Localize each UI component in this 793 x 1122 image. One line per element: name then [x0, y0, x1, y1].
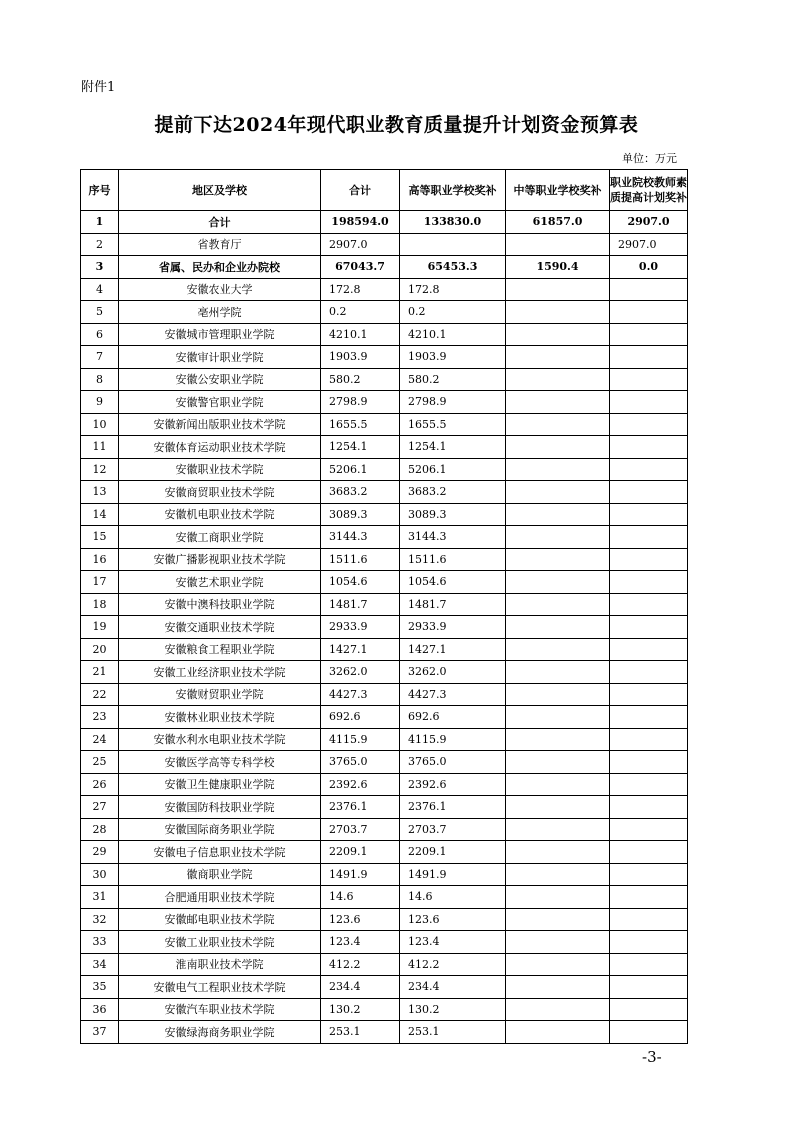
table-row: [81, 301, 688, 324]
teacher-quality-amount: [610, 458, 688, 481]
table-row: [81, 661, 688, 684]
school-name: 安徽公安职业学院: [119, 368, 321, 391]
secondary-vocational-amount: [506, 503, 610, 526]
higher-vocational-amount: 3089.3: [400, 503, 506, 526]
total-amount: 3089.3: [321, 503, 400, 526]
teacher-quality-amount: [610, 593, 688, 616]
table-row: [81, 616, 688, 639]
school-name: 安徽电气工程职业技术学院: [119, 976, 321, 999]
higher-vocational-amount: 2392.6: [400, 773, 506, 796]
school-name: 安徽工业经济职业技术学院: [119, 661, 321, 684]
table-row: [81, 683, 688, 706]
higher-vocational-amount: 4210.1: [400, 323, 506, 346]
teacher-quality-amount: 2907.0: [610, 211, 688, 234]
row-index: 29: [81, 841, 119, 864]
row-index: 27: [81, 796, 119, 819]
higher-vocational-amount: 1054.6: [400, 571, 506, 594]
table-row: [81, 211, 688, 234]
higher-vocational-amount: 1491.9: [400, 863, 506, 886]
higher-vocational-amount: 123.4: [400, 931, 506, 954]
secondary-vocational-amount: [506, 1021, 610, 1044]
secondary-vocational-amount: [506, 841, 610, 864]
total-amount: 580.2: [321, 368, 400, 391]
school-name: 安徽机电职业技术学院: [119, 503, 321, 526]
table-row: [81, 953, 688, 976]
school-name: 安徽新闻出版职业技术学院: [119, 413, 321, 436]
row-index: 18: [81, 593, 119, 616]
attachment-label: 附件1: [81, 80, 116, 95]
row-index: 34: [81, 953, 119, 976]
row-index: 4: [81, 278, 119, 301]
total-amount: 412.2: [321, 953, 400, 976]
table-row: [81, 908, 688, 931]
school-name: 安徽广播影视职业技术学院: [119, 548, 321, 571]
higher-vocational-amount: 3144.3: [400, 526, 506, 549]
higher-vocational-amount: 3683.2: [400, 481, 506, 504]
teacher-quality-amount: [610, 481, 688, 504]
row-index: 12: [81, 458, 119, 481]
school-name: 合肥通用职业技术学院: [119, 886, 321, 909]
total-amount: 3262.0: [321, 661, 400, 684]
higher-vocational-amount: 123.6: [400, 908, 506, 931]
school-name: 省教育厅: [119, 233, 321, 256]
total-amount: 1481.7: [321, 593, 400, 616]
secondary-vocational-amount: [506, 728, 610, 751]
row-index: 13: [81, 481, 119, 504]
table-row: [81, 548, 688, 571]
row-index: 20: [81, 638, 119, 661]
higher-vocational-amount: 65453.3: [400, 256, 506, 279]
secondary-vocational-amount: [506, 278, 610, 301]
secondary-vocational-amount: [506, 391, 610, 414]
row-index: 26: [81, 773, 119, 796]
school-name: 徽商职业学院: [119, 863, 321, 886]
teacher-quality-amount: [610, 953, 688, 976]
higher-vocational-amount: 1511.6: [400, 548, 506, 571]
teacher-quality-amount: [610, 773, 688, 796]
total-amount: 692.6: [321, 706, 400, 729]
secondary-vocational-amount: 61857.0: [506, 211, 610, 234]
row-index: 17: [81, 571, 119, 594]
higher-vocational-amount: 2933.9: [400, 616, 506, 639]
secondary-vocational-amount: [506, 886, 610, 909]
school-name: 省属、民办和企业办院校: [119, 256, 321, 279]
total-amount: 123.6: [321, 908, 400, 931]
budget-table: [80, 169, 688, 1044]
secondary-vocational-amount: [506, 706, 610, 729]
total-amount: 2376.1: [321, 796, 400, 819]
teacher-quality-amount: [610, 796, 688, 819]
row-index: 11: [81, 436, 119, 459]
table-row: [81, 526, 688, 549]
total-amount: 3144.3: [321, 526, 400, 549]
school-name: 安徽体育运动职业技术学院: [119, 436, 321, 459]
total-amount: 253.1: [321, 1021, 400, 1044]
teacher-quality-amount: 2907.0: [610, 233, 688, 256]
teacher-quality-amount: [610, 548, 688, 571]
row-index: 8: [81, 368, 119, 391]
table-row: [81, 796, 688, 819]
higher-vocational-amount: 2209.1: [400, 841, 506, 864]
secondary-vocational-amount: [506, 548, 610, 571]
total-amount: 4115.9: [321, 728, 400, 751]
column-header-higher-vocational: 高等职业学校奖补: [400, 170, 506, 211]
secondary-vocational-amount: [506, 998, 610, 1021]
row-index: 15: [81, 526, 119, 549]
column-header-index: 序号: [81, 170, 119, 211]
column-header-total: 合计: [321, 170, 400, 211]
secondary-vocational-amount: [506, 863, 610, 886]
table-row: [81, 706, 688, 729]
table-row: [81, 751, 688, 774]
teacher-quality-amount: [610, 571, 688, 594]
higher-vocational-amount: 253.1: [400, 1021, 506, 1044]
secondary-vocational-amount: [506, 301, 610, 324]
teacher-quality-amount: [610, 1021, 688, 1044]
secondary-vocational-amount: [506, 436, 610, 459]
total-amount: 2933.9: [321, 616, 400, 639]
secondary-vocational-amount: [506, 908, 610, 931]
total-amount: 67043.7: [321, 256, 400, 279]
school-name: 安徽交通职业技术学院: [119, 616, 321, 639]
school-name: 安徽警官职业学院: [119, 391, 321, 414]
teacher-quality-amount: [610, 391, 688, 414]
secondary-vocational-amount: [506, 458, 610, 481]
table-row: [81, 436, 688, 459]
table-row: [81, 503, 688, 526]
higher-vocational-amount: 1655.5: [400, 413, 506, 436]
secondary-vocational-amount: [506, 683, 610, 706]
higher-vocational-amount: 234.4: [400, 976, 506, 999]
school-name: 安徽邮电职业技术学院: [119, 908, 321, 931]
table-row: [81, 863, 688, 886]
row-index: 2: [81, 233, 119, 256]
secondary-vocational-amount: [506, 796, 610, 819]
row-index: 19: [81, 616, 119, 639]
higher-vocational-amount: 5206.1: [400, 458, 506, 481]
higher-vocational-amount: 412.2: [400, 953, 506, 976]
secondary-vocational-amount: [506, 346, 610, 369]
school-name: 亳州学院: [119, 301, 321, 324]
row-index: 9: [81, 391, 119, 414]
teacher-quality-amount: [610, 998, 688, 1021]
school-name: 安徽中澳科技职业学院: [119, 593, 321, 616]
school-name: 安徽工业职业技术学院: [119, 931, 321, 954]
total-amount: 2209.1: [321, 841, 400, 864]
school-name: 安徽汽车职业技术学院: [119, 998, 321, 1021]
secondary-vocational-amount: [506, 481, 610, 504]
table-row: [81, 728, 688, 751]
total-amount: 1511.6: [321, 548, 400, 571]
secondary-vocational-amount: [506, 953, 610, 976]
page-number: -3-: [642, 1048, 662, 1066]
secondary-vocational-amount: [506, 931, 610, 954]
secondary-vocational-amount: [506, 818, 610, 841]
secondary-vocational-amount: [506, 233, 610, 256]
school-name: 安徽医学高等专科学校: [119, 751, 321, 774]
teacher-quality-amount: [610, 818, 688, 841]
higher-vocational-amount: 3765.0: [400, 751, 506, 774]
row-index: 21: [81, 661, 119, 684]
table-row: [81, 278, 688, 301]
total-amount: 4210.1: [321, 323, 400, 346]
higher-vocational-amount: 1427.1: [400, 638, 506, 661]
table-row: [81, 818, 688, 841]
total-amount: 198594.0: [321, 211, 400, 234]
table-row: [81, 368, 688, 391]
higher-vocational-amount: 2798.9: [400, 391, 506, 414]
teacher-quality-amount: [610, 616, 688, 639]
total-amount: 2703.7: [321, 818, 400, 841]
higher-vocational-amount: 3262.0: [400, 661, 506, 684]
higher-vocational-amount: 172.8: [400, 278, 506, 301]
row-index: 37: [81, 1021, 119, 1044]
table-row: [81, 998, 688, 1021]
total-amount: 4427.3: [321, 683, 400, 706]
total-amount: 1491.9: [321, 863, 400, 886]
column-header-teacher-quality: 职业院校教师素质提高计划奖补: [610, 170, 688, 211]
secondary-vocational-amount: [506, 526, 610, 549]
row-index: 25: [81, 751, 119, 774]
higher-vocational-amount: 133830.0: [400, 211, 506, 234]
school-name: 安徽林业职业技术学院: [119, 706, 321, 729]
secondary-vocational-amount: [506, 323, 610, 346]
row-index: 5: [81, 301, 119, 324]
row-index: 3: [81, 256, 119, 279]
teacher-quality-amount: [610, 661, 688, 684]
document-title: 提前下达2024年现代职业教育质量提升计划资金预算表: [154, 114, 639, 136]
school-name: 合计: [119, 211, 321, 234]
teacher-quality-amount: [610, 436, 688, 459]
teacher-quality-amount: [610, 526, 688, 549]
teacher-quality-amount: [610, 301, 688, 324]
school-name: 安徽绿海商务职业学院: [119, 1021, 321, 1044]
table-row: [81, 391, 688, 414]
table-row: [81, 413, 688, 436]
table-row: [81, 593, 688, 616]
secondary-vocational-amount: [506, 368, 610, 391]
school-name: 安徽国防科技职业学院: [119, 796, 321, 819]
secondary-vocational-amount: [506, 976, 610, 999]
school-name: 安徽卫生健康职业学院: [119, 773, 321, 796]
table-row: [81, 458, 688, 481]
school-name: 安徽农业大学: [119, 278, 321, 301]
unit-label: 单位：万元: [622, 152, 677, 165]
school-name: 安徽电子信息职业技术学院: [119, 841, 321, 864]
secondary-vocational-amount: [506, 773, 610, 796]
table-row: [81, 773, 688, 796]
row-index: 28: [81, 818, 119, 841]
higher-vocational-amount: 2703.7: [400, 818, 506, 841]
secondary-vocational-amount: 1590.4: [506, 256, 610, 279]
teacher-quality-amount: [610, 413, 688, 436]
row-index: 6: [81, 323, 119, 346]
school-name: 安徽粮食工程职业学院: [119, 638, 321, 661]
row-index: 36: [81, 998, 119, 1021]
teacher-quality-amount: [610, 368, 688, 391]
higher-vocational-amount: [400, 233, 506, 256]
higher-vocational-amount: 2376.1: [400, 796, 506, 819]
secondary-vocational-amount: [506, 751, 610, 774]
row-index: 30: [81, 863, 119, 886]
table-row: [81, 1021, 688, 1044]
school-name: 安徽艺术职业学院: [119, 571, 321, 594]
table-row: [81, 841, 688, 864]
row-index: 22: [81, 683, 119, 706]
teacher-quality-amount: [610, 683, 688, 706]
teacher-quality-amount: [610, 278, 688, 301]
row-index: 7: [81, 346, 119, 369]
table-body: [81, 211, 688, 1044]
teacher-quality-amount: [610, 346, 688, 369]
school-name: 安徽商贸职业技术学院: [119, 481, 321, 504]
row-index: 23: [81, 706, 119, 729]
higher-vocational-amount: 4115.9: [400, 728, 506, 751]
row-index: 33: [81, 931, 119, 954]
total-amount: 1903.9: [321, 346, 400, 369]
teacher-quality-amount: 0.0: [610, 256, 688, 279]
higher-vocational-amount: 692.6: [400, 706, 506, 729]
higher-vocational-amount: 1254.1: [400, 436, 506, 459]
total-amount: 1054.6: [321, 571, 400, 594]
school-name: 安徽城市管理职业学院: [119, 323, 321, 346]
column-header-school: 地区及学校: [119, 170, 321, 211]
table-row: [81, 233, 688, 256]
higher-vocational-amount: 130.2: [400, 998, 506, 1021]
teacher-quality-amount: [610, 323, 688, 346]
school-name: 安徽工商职业学院: [119, 526, 321, 549]
teacher-quality-amount: [610, 908, 688, 931]
secondary-vocational-amount: [506, 593, 610, 616]
total-amount: 2392.6: [321, 773, 400, 796]
row-index: 24: [81, 728, 119, 751]
total-amount: 1254.1: [321, 436, 400, 459]
teacher-quality-amount: [610, 931, 688, 954]
teacher-quality-amount: [610, 841, 688, 864]
school-name: 安徽国际商务职业学院: [119, 818, 321, 841]
total-amount: 3765.0: [321, 751, 400, 774]
table-row: [81, 481, 688, 504]
teacher-quality-amount: [610, 638, 688, 661]
total-amount: 3683.2: [321, 481, 400, 504]
total-amount: 14.6: [321, 886, 400, 909]
secondary-vocational-amount: [506, 571, 610, 594]
school-name: 安徽财贸职业学院: [119, 683, 321, 706]
school-name: 安徽水利水电职业技术学院: [119, 728, 321, 751]
total-amount: 1655.5: [321, 413, 400, 436]
table-row: [81, 638, 688, 661]
total-amount: 1427.1: [321, 638, 400, 661]
total-amount: 123.4: [321, 931, 400, 954]
teacher-quality-amount: [610, 886, 688, 909]
table-row: [81, 571, 688, 594]
school-name: 安徽审计职业学院: [119, 346, 321, 369]
row-index: 14: [81, 503, 119, 526]
higher-vocational-amount: 0.2: [400, 301, 506, 324]
row-index: 1: [81, 211, 119, 234]
higher-vocational-amount: 14.6: [400, 886, 506, 909]
higher-vocational-amount: 580.2: [400, 368, 506, 391]
higher-vocational-amount: 1481.7: [400, 593, 506, 616]
row-index: 10: [81, 413, 119, 436]
table-row: [81, 976, 688, 999]
row-index: 32: [81, 908, 119, 931]
total-amount: 2798.9: [321, 391, 400, 414]
table-row: [81, 931, 688, 954]
total-amount: 130.2: [321, 998, 400, 1021]
secondary-vocational-amount: [506, 638, 610, 661]
row-index: 16: [81, 548, 119, 571]
teacher-quality-amount: [610, 706, 688, 729]
table-header-row: [81, 170, 688, 211]
total-amount: 172.8: [321, 278, 400, 301]
column-header-secondary-vocational: 中等职业学校奖补: [506, 170, 610, 211]
total-amount: 234.4: [321, 976, 400, 999]
secondary-vocational-amount: [506, 616, 610, 639]
table-row: [81, 346, 688, 369]
table-row: [81, 323, 688, 346]
secondary-vocational-amount: [506, 413, 610, 436]
teacher-quality-amount: [610, 751, 688, 774]
teacher-quality-amount: [610, 503, 688, 526]
total-amount: 2907.0: [321, 233, 400, 256]
higher-vocational-amount: 1903.9: [400, 346, 506, 369]
teacher-quality-amount: [610, 728, 688, 751]
total-amount: 5206.1: [321, 458, 400, 481]
row-index: 35: [81, 976, 119, 999]
teacher-quality-amount: [610, 976, 688, 999]
secondary-vocational-amount: [506, 661, 610, 684]
higher-vocational-amount: 4427.3: [400, 683, 506, 706]
teacher-quality-amount: [610, 863, 688, 886]
school-name: 安徽职业技术学院: [119, 458, 321, 481]
table-row: [81, 256, 688, 279]
table-row: [81, 886, 688, 909]
row-index: 31: [81, 886, 119, 909]
total-amount: 0.2: [321, 301, 400, 324]
school-name: 淮南职业技术学院: [119, 953, 321, 976]
